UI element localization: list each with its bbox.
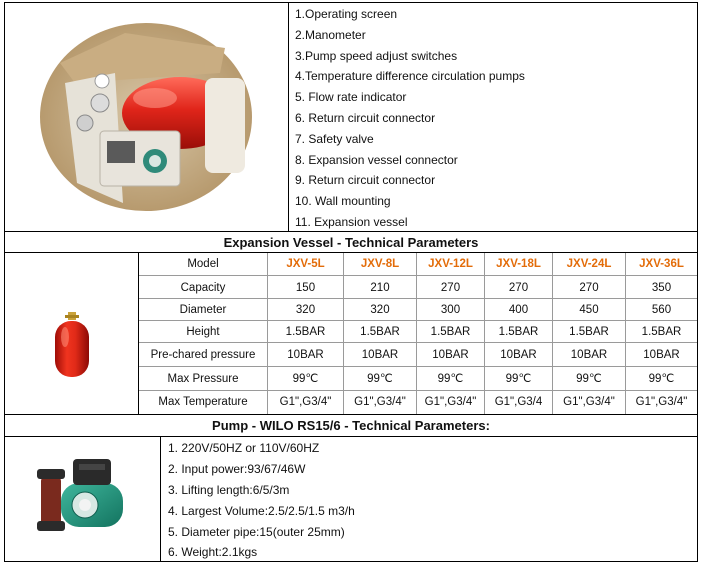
table-cell: G1",G3/4 (494, 396, 543, 408)
expansion-vessel-image (5, 253, 138, 414)
divider (5, 414, 697, 415)
parts-list-item: 6. Return circuit connector (295, 111, 436, 125)
pump-spec-item: 6. Weight:2.1kgs (168, 545, 258, 559)
parts-list-item: 1.Operating screen (295, 7, 398, 21)
table-cell: 99℃ (505, 373, 532, 385)
table-cell: 350 (651, 282, 672, 294)
table-row-divider (139, 320, 697, 321)
table-row-label: Pre-chared pressure (150, 349, 256, 361)
table-cell: 99℃ (437, 373, 464, 385)
parts-list (289, 3, 697, 231)
table-header-cell: JXV-24L (566, 258, 612, 270)
table-row-label: Capacity (180, 282, 226, 294)
table-row-divider (139, 275, 697, 276)
table-cell: 10BAR (432, 349, 469, 361)
pump-divider (160, 437, 161, 561)
parts-list-item: 5. Flow rate indicator (295, 90, 407, 104)
circulation-pump-icon (5, 437, 160, 561)
table-cell: 99℃ (648, 373, 675, 385)
table-cell: 270 (579, 282, 599, 294)
pump-spec-item: 1. 220V/50HZ or 110V/60HZ (168, 441, 320, 455)
table-cell: G1",G3/4" (563, 396, 615, 408)
table-row-divider (139, 366, 697, 367)
table-header-model: Model (187, 258, 219, 270)
parts-list-item: 8. Expansion vessel connector (295, 153, 458, 167)
table-cell: G1",G3/4" (279, 396, 332, 408)
table-row-label: Max Temperature (158, 396, 248, 408)
parts-list-item: 2.Manometer (295, 28, 366, 42)
table-cell: 320 (295, 304, 316, 316)
parts-list-item: 3.Pump speed adjust switches (295, 49, 458, 63)
table-cell: 1.5BAR (498, 326, 539, 338)
table-row-divider (139, 298, 697, 299)
parts-list-item: 9. Return circuit connector (295, 173, 436, 187)
table-cell: 1.5BAR (285, 326, 326, 338)
table-cell: 150 (295, 282, 316, 294)
table-cell: 560 (651, 304, 672, 316)
expansion-vessel-icon (5, 253, 138, 414)
table-cell: 300 (440, 304, 461, 316)
table-cell: G1",G3/4" (635, 396, 688, 408)
pump-spec-item: 3. Lifting length:6/5/3m (168, 483, 290, 497)
table-cell: 10BAR (500, 349, 537, 361)
parts-list-item: 4.Temperature difference circulation pumps (295, 69, 525, 83)
table-cell: 210 (370, 282, 390, 294)
table-cell: 99℃ (367, 373, 393, 385)
table-cell: 1.5BAR (569, 326, 609, 338)
vessel-section-title: Expansion Vessel - Technical Parameters (223, 235, 479, 250)
table-cell: 99℃ (576, 373, 602, 385)
package-photo-illustration (5, 3, 288, 231)
table-cell: 450 (579, 304, 599, 316)
table-cell: 10BAR (361, 349, 399, 361)
table-cell: 99℃ (292, 373, 319, 385)
pump-spec-item: 2. Input power:93/67/46W (168, 462, 306, 476)
table-header-cell: JXV-8L (360, 258, 400, 270)
table-cell: 320 (370, 304, 390, 316)
table-cell: 270 (440, 282, 461, 294)
table-row-label: Diameter (179, 304, 227, 316)
table-cell: G1",G3/4" (354, 396, 406, 408)
table-cell: 1.5BAR (360, 326, 400, 338)
table-header-cell: JXV-12L (428, 258, 473, 270)
product-package-photo (5, 3, 288, 231)
table-header-cell: JXV-5L (286, 258, 325, 270)
table-cell: 10BAR (570, 349, 608, 361)
pump-spec-item: 4. Largest Volume:2.5/2.5/1.5 m3/h (168, 504, 355, 518)
pump-section-title: Pump - WILO RS15/6 - Technical Parameters: (212, 418, 490, 433)
table-row-divider (139, 342, 697, 343)
table-cell: 10BAR (643, 349, 680, 361)
table-cell: 1.5BAR (641, 326, 682, 338)
table-cell: 270 (508, 282, 529, 294)
table-cell: 10BAR (287, 349, 324, 361)
parts-list-item: 11. Expansion vessel (295, 215, 408, 229)
table-row-divider (139, 390, 697, 391)
table-row-label: Height (186, 326, 220, 338)
parts-list-item: 7. Safety valve (295, 132, 374, 146)
table-header-cell: JXV-36L (639, 258, 684, 270)
table-header-cell: JXV-18L (496, 258, 541, 270)
parts-list-item: 10. Wall mounting (295, 194, 391, 208)
pump-image (5, 437, 160, 561)
table-row-label: Max Pressure (167, 373, 239, 385)
table-cell: 1.5BAR (430, 326, 471, 338)
pump-spec-item: 5. Diameter pipe:15(outer 25mm) (168, 525, 345, 539)
table-cell: 400 (508, 304, 529, 316)
divider (5, 231, 697, 232)
table-cell: G1",G3/4" (424, 396, 477, 408)
